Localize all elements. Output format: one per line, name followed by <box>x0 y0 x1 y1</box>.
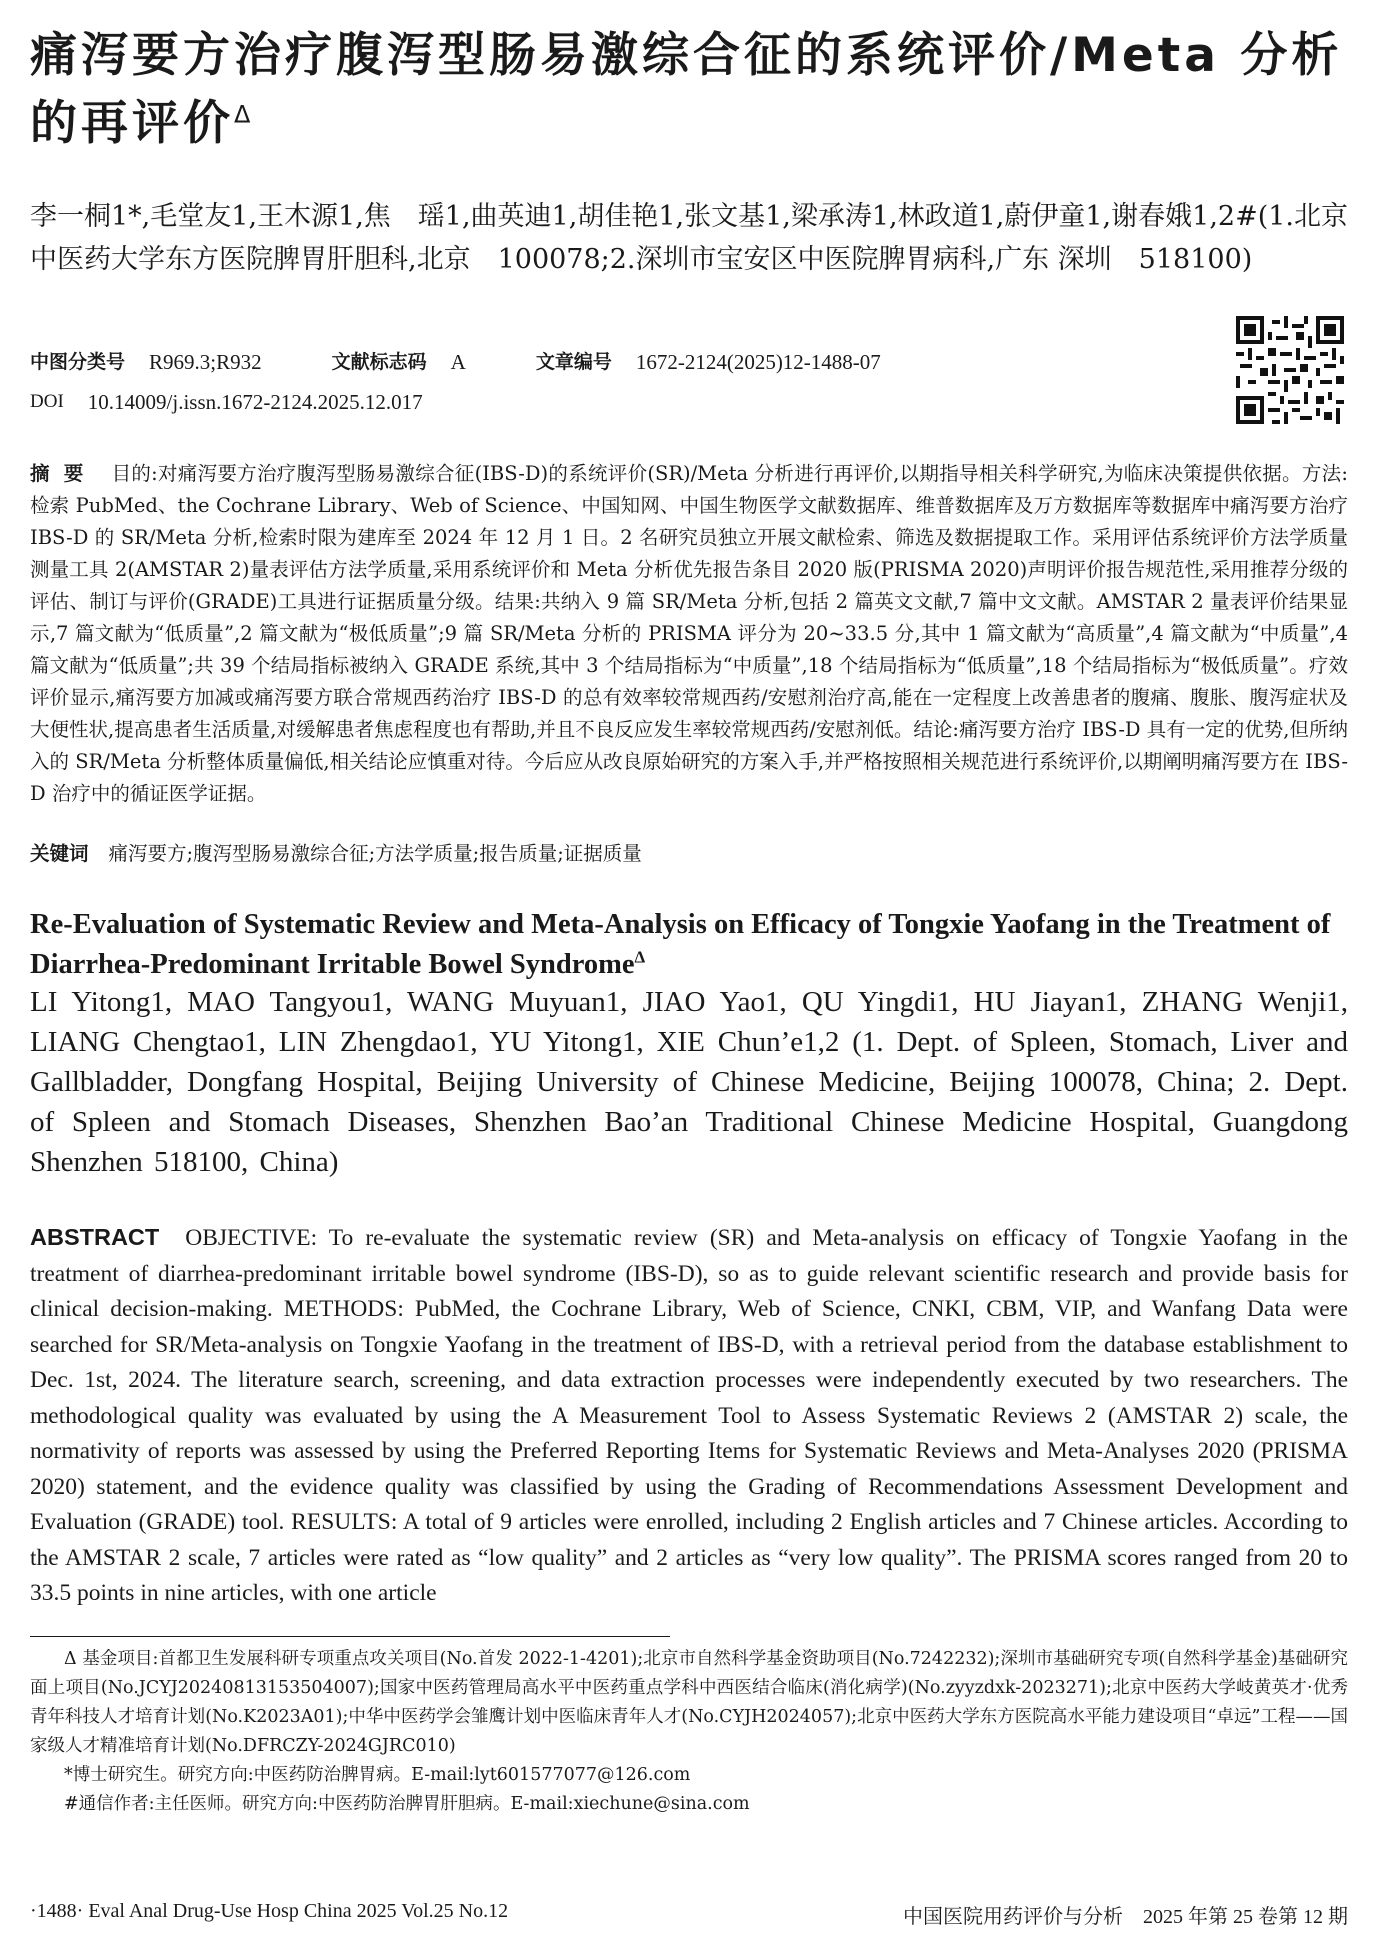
classification-row <box>30 342 1030 382</box>
chinese-keywords-text: 痛泻要方;腹泻型肠易激综合征;方法学质量;报告质量;证据质量 <box>108 842 642 865</box>
article-no-value: 1672-2124(2025)12-1488-07 <box>635 350 881 374</box>
doc-code-value: A <box>450 350 466 374</box>
footnotes <box>30 1645 1348 1819</box>
english-abstract-label: ABSTRACT <box>30 1224 160 1250</box>
english-abstract-text: OBJECTIVE: To re-evaluate the systematic review (SR) and Meta-analysis on efficacy of Tongxie Yaofang in the treatment of diarrhea-predominant irritable bowel syndrome (IBS-D), so as to guide relevant scientific research and provide basis for clinical decision-making. METHODS: PubMed, the Cochrane Library, Web of Science, CNKI, CBM, VIP, and Wanfang Data were searched for SR/Meta-analysis on Tongxie Yaofang in the treatment of IBS-D, with a retrieval period from the database establishment to Dec. 1st, 2024. The literature search, screening, and data extraction processes were independently executed by two researchers. The methodological quality was evaluated by using the A Measurement Tool to Assess Systematic Reviews 2 (AMSTAR 2) scale, the normativity of reports was assessed by using the Preferred Reporting Items for Systematic Reviews and Meta-Analyses 2020 (PRISMA 2020) statement, and the evidence quality was classified by using the Grading of Recommendations Assessment Development and Evaluation (GRADE) tool. RESULTS: A total of 9 articles were enrolled, including 2 English articles and 7 Chinese articles. According to the AMSTAR 2 scale, 7 articles were rated as “low quality” and 2 articles as “very low quality”. The PRISMA scores ranged from 20 to 33.5 points in nine articles, with one article <box>30 1225 1348 1606</box>
footnote-first-author: *博士研究生。研究方向:中医药防治脾胃病。E-mail:lyt601577077@126.com <box>64 1765 691 1785</box>
chinese-title <box>30 22 1350 158</box>
english-title <box>30 905 1348 985</box>
clc-label: 中图分类号 <box>30 351 126 373</box>
article-no-label: 文章编号 <box>535 351 612 373</box>
chinese-authors-affiliations: 李一桐1*,毛堂友1,王木源1,焦 瑶1,曲英迪1,胡佳艳1,张文基1,梁承涛1,林政道1,蔚伊童1,谢春娥1,2#(1.北京中医药大学东方医院脾胃肝胆科,北京 100078;2.深圳市宝安区中医院脾胃病科,广东 深圳 518100) <box>30 201 1348 275</box>
english-title-fund-mark: Δ <box>634 947 646 967</box>
article-metadata <box>30 342 1030 422</box>
doi-label: DOI <box>30 391 64 412</box>
footer-right: 中国医院用药评价与分析 2025 年第 25 卷第 12 期 <box>903 1906 1348 1928</box>
english-authors-affiliations: LI Yitong1, MAO Tangyou1, WANG Muyuan1, JIAO Yao1, QU Yingdi1, HU Jiayan1, ZHANG Wenji1, LIANG Chengtao1, LIN Zhengdao1, YU Yitong1, XIE Chun’e1,2 (1. Dept. of Spleen, Stomach, Liver and Gallbladder, Dongfang Hospital, Beijing University of Chinese Medicine, Beijing 100078, China; 2. Dept. of Spleen and Stomach Diseases, Shenzhen Bao’an Traditional Chinese Medicine Hospital, Guangdong Shenzhen 518100, China) <box>30 986 1348 1178</box>
footnote-divider <box>30 1636 670 1637</box>
english-title-text: Re-Evaluation of Systematic Review and Meta-Analysis on Efficacy of Tongxie Yaofang in the Treatment of Diarrhea-Predominant Irritable Bowel Syndrome <box>30 909 1331 980</box>
chinese-keywords-label: 关键词 <box>30 842 89 865</box>
footnote-funding: Δ 基金项目:首都卫生发展科研专项重点攻关项目(No.首发 2022-1-4201);北京市自然科学基金资助项目(No.7242232);深圳市基础研究专项(自然科学基金)基础研究面上项目(No.JCYJ20240813153504007);国家中医药管理局高水平中医药重点学科中西医结合临床(消化病学)(No.zyyzdxk-2023271);北京中医药大学岐黄英才·优秀青年科技人才培育计划(No.K2023A01);中华中医药学会雏鹰计划中医临床青年人才(No.CYJH2024057);北京中医药大学东方医院高水平能力建设项目“卓远”工程——国家级人才精准培育计划(No.DFRCZY-2024GJRC010) <box>30 1649 1348 1756</box>
footer-left: ·1488· Eval Anal Drug-Use Hosp China 2025 Vol.25 No.12 <box>30 1900 509 1922</box>
page-footer <box>30 1900 1348 1929</box>
english-abstract <box>30 1220 1348 1612</box>
chinese-abstract-text: 目的:对痛泻要方治疗腹泻型肠易激综合征(IBS-D)的系统评价(SR)/Meta 分析进行再评价,以期指导相关科学研究,为临床决策提供依据。方法:检索 PubMed、the Cochrane Library、Web of Science、中国知网、中国生物医学文献数据库、维普数据库及万方数据库等数据库中痛泻要方治疗 IBS-D 的 SR/Meta 分析,检索时限为建库至 2024 年 12 月 1 日。2 名研究员独立开展文献检索、筛选及数据提取工作。采用评估系统评价方法学质量测量工具 2(AMSTAR 2)量表评估方法学质量,采用系统评价和 Meta 分析优先报告条目 2020 版(PRISMA 2020)声明评价报告规范性,采用推荐分级的评估、制订与评价(GRADE)工具进行证据质量分级。结果:共纳入 9 篇 SR/Meta 分析,包括 2 篇英文文献,7 篇中文文献。AMSTAR 2 量表评价结果显示,7 篇文献为“低质量”,2 篇文献为“极低质量”;9 篇 SR/Meta 分析的 PRISMA 评分为 20~33.5 分,其中 1 篇文献为“高质量”,4 篇文献为“中质量”,4 篇文献为“低质量”;共 39 个结局指标被纳入 GRADE 系统,其中 3 个结局指标为“中质量”,18 个结局指标为“低质量”,18 个结局指标为“极低质量”。疗效评价显示,痛泻要方加减或痛泻要方联合常规西药治疗 IBS-D 的总有效率较常规西药/安慰剂治疗高,能在一定程度上改善患者的腹痛、腹胀、腹泻症状及大便性状,提高患者生活质量,对缓解患者焦虑程度也有帮助,并且不良反应发生率较常规西药/安慰剂低。结论:痛泻要方治疗 IBS-D 具有一定的优势,但所纳入的 SR/Meta 分析整体质量偏低,相关结论应慎重对待。今后应从改良原始研究的方案入手,并严格按照相关规范进行系统评价,以期阐明痛泻要方在 IBS-D 治疗中的循证医学证据。 <box>30 462 1348 805</box>
doi-row <box>30 382 1030 422</box>
chinese-keywords <box>30 838 1348 870</box>
qr-code-icon <box>1236 316 1344 424</box>
chinese-abstract <box>30 458 1348 810</box>
clc-value: R969.3;R932 <box>149 350 262 374</box>
footnote-corresponding-author: #通信作者:主任医师。研究方向:中医药防治脾胃肝胆病。E-mail:xiechune@sina.com <box>64 1794 750 1814</box>
chinese-title-text: 痛泻要方治疗腹泻型肠易激综合征的系统评价/Meta 分析的再评价 <box>30 28 1343 151</box>
chinese-abstract-label: 摘要 <box>30 462 98 485</box>
doi-value[interactable]: 10.14009/j.issn.1672-2124.2025.12.017 <box>87 390 423 414</box>
doc-code-label: 文献标志码 <box>331 351 427 373</box>
chinese-title-fund-mark: Δ <box>234 100 255 129</box>
